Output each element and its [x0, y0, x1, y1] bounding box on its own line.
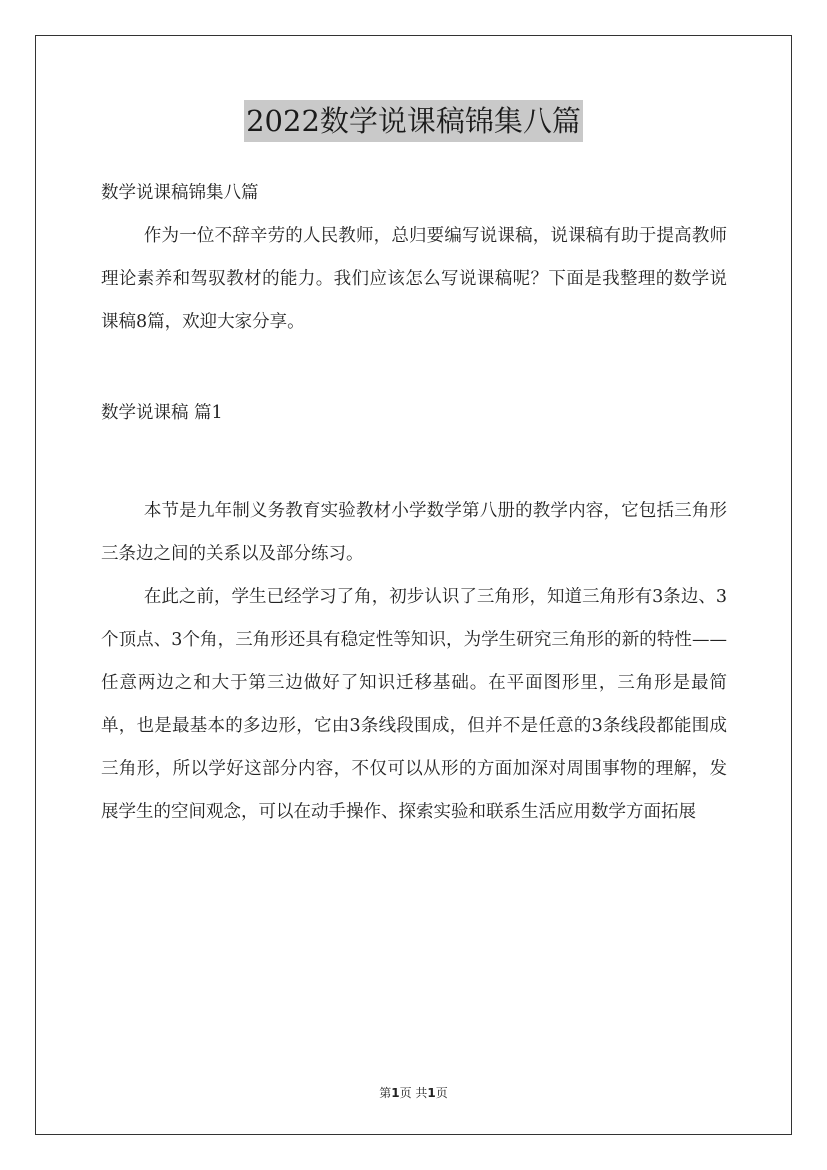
footer-page-current: 1	[391, 1086, 400, 1100]
footer-mid: 页 共	[399, 1086, 428, 1100]
document-title: 2022数学说课稿锦集八篇	[244, 100, 583, 142]
body-paragraph: 本节是九年制义务教育实验教材小学数学第八册的教学内容，它包括三角形三条边之间的关系以及部分练习。	[101, 501, 727, 564]
body-paragraph: 在此之前，学生已经学习了角，初步认识了三角形，知道三角形有3条边、3个顶点、3个角，三角形还具有稳定性等知识，为学生研究三角形的新的特性——任意两边之和大于第三边做好了知识迁移基础。在平面图形里，三角形是最简单，也是最基本的多边形，它由3条线段围成，但并不是任意的3条线段都能围成三角形，所以学好这部分内容，不仅可以从形的方面加深对周围事物的理解，发展学生的空间观念，可以在动手操作、探索实验和联系生活应用数学方面拓展	[101, 587, 727, 822]
footer-page-total: 1	[427, 1086, 436, 1100]
title-container	[0, 100, 827, 142]
spacer	[101, 435, 727, 490]
footer-prefix: 第	[379, 1086, 392, 1100]
intro-paragraph: 作为一位不辞辛劳的人民教师，总归要编写说课稿，说课稿有助于提高教师理论素养和驾驭教材的能力。我们应该怎么写说课稿呢？下面是我整理的数学说课稿8篇，欢迎大家分享。	[101, 226, 727, 332]
document-subtitle: 数学说课稿锦集八篇	[101, 183, 259, 203]
footer-suffix: 页	[435, 1086, 448, 1100]
section-heading: 数学说课稿 篇1	[101, 403, 223, 423]
page-footer	[0, 1084, 827, 1101]
document-body	[101, 172, 727, 834]
spacer	[101, 344, 727, 392]
